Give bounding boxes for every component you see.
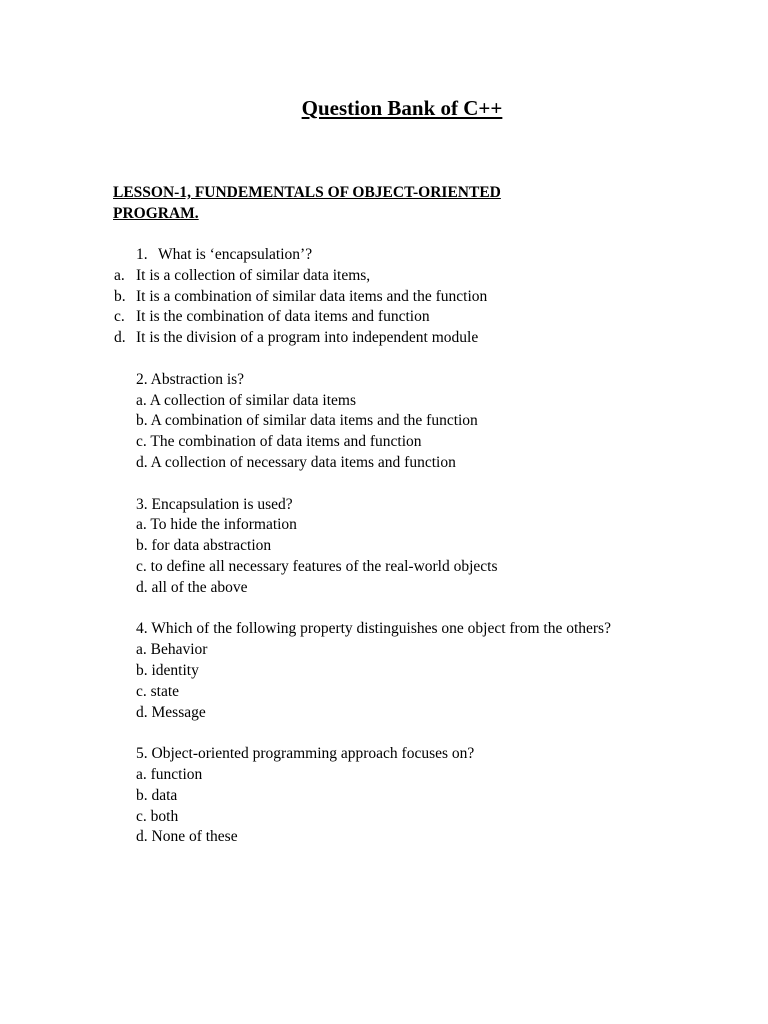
option-letter: a. <box>136 516 147 534</box>
option-c <box>136 557 656 578</box>
option-d <box>136 453 656 474</box>
option-text: It is a combination of similar data items and the function <box>136 287 488 305</box>
option-b <box>136 786 656 807</box>
page-title: Question Bank of C++ <box>301 96 503 120</box>
option-c <box>114 307 656 328</box>
option-text: A collection of necessary data items and function <box>150 453 456 471</box>
question-number: 4. <box>136 620 148 638</box>
option-b <box>136 536 656 557</box>
option-a <box>136 391 656 412</box>
question-text <box>136 370 656 391</box>
option-letter: c. <box>136 433 147 451</box>
option-text: A combination of similar data items and the function <box>150 412 478 430</box>
question-text <box>136 245 656 266</box>
option-text: function <box>150 765 203 783</box>
option-text: for data abstraction <box>151 537 272 555</box>
question-text <box>136 495 656 516</box>
option-c <box>136 432 656 453</box>
question-1 <box>114 245 656 349</box>
option-b <box>114 287 656 308</box>
question-list <box>114 245 656 869</box>
option-c <box>136 682 656 703</box>
option-d <box>114 328 656 349</box>
option-d <box>136 827 656 848</box>
question-2 <box>136 370 656 474</box>
option-text: To hide the information <box>150 516 297 534</box>
question-3 <box>136 495 656 599</box>
option-letter: a. <box>136 765 147 783</box>
option-letter: a. <box>114 266 125 284</box>
option-text: all of the above <box>151 578 248 596</box>
option-text: both <box>150 807 179 825</box>
question-text <box>136 619 656 640</box>
option-letter: c. <box>136 682 147 700</box>
option-text: state <box>150 682 180 700</box>
question-body: Encapsulation is used? <box>151 495 293 513</box>
question-4 <box>136 619 656 723</box>
option-letter: d. <box>136 703 148 721</box>
question-body: Abstraction is? <box>150 370 245 388</box>
option-letter: c. <box>114 308 125 326</box>
option-a <box>136 640 656 661</box>
option-letter: a. <box>136 391 147 409</box>
question-body: Which of the following property distinguishes one object from the others? <box>151 620 611 638</box>
lesson-heading: LESSON-1, FUNDEMENTALS OF OBJECT-ORIENTED PROGRAM. <box>113 184 501 222</box>
question-number: 2. <box>136 370 148 388</box>
option-a <box>136 515 656 536</box>
option-d <box>136 703 656 724</box>
option-letter: b. <box>136 412 148 430</box>
option-letter: b. <box>136 661 148 679</box>
option-text: It is the combination of data items and function <box>136 308 430 326</box>
option-a <box>114 266 656 287</box>
option-text: It is a collection of similar data items, <box>136 266 371 284</box>
option-text: Behavior <box>150 641 208 659</box>
option-text: None of these <box>151 828 238 846</box>
option-c <box>136 807 656 828</box>
question-number: 5. <box>136 745 148 763</box>
option-letter: d. <box>114 329 126 347</box>
option-letter: b. <box>114 287 126 305</box>
question-number: 3. <box>136 495 148 513</box>
option-letter: b. <box>136 786 148 804</box>
option-text: data <box>151 786 178 804</box>
option-b <box>136 661 656 682</box>
option-letter: c. <box>136 807 147 825</box>
option-letter: d. <box>136 828 148 846</box>
question-5 <box>136 744 656 848</box>
question-body: What is ‘encapsulation’? <box>158 246 313 263</box>
option-letter: c. <box>136 557 147 575</box>
option-a <box>136 765 656 786</box>
option-text: The combination of data items and function <box>150 433 422 451</box>
option-letter: d. <box>136 453 148 471</box>
option-text: to define all necessary features of the real-world objects <box>150 557 498 575</box>
option-text: identity <box>151 661 199 679</box>
option-d <box>136 578 656 599</box>
option-text: A collection of similar data items <box>149 391 356 409</box>
option-text: It is the division of a program into independent module <box>136 329 479 347</box>
question-number: 1. <box>136 246 148 263</box>
option-letter: d. <box>136 578 148 596</box>
option-letter: a. <box>136 641 147 659</box>
question-text <box>136 744 656 765</box>
option-letter: b. <box>136 537 148 555</box>
question-body: Object-oriented programming approach focuses on? <box>151 745 475 763</box>
option-text: Message <box>151 703 206 721</box>
option-b <box>136 411 656 432</box>
